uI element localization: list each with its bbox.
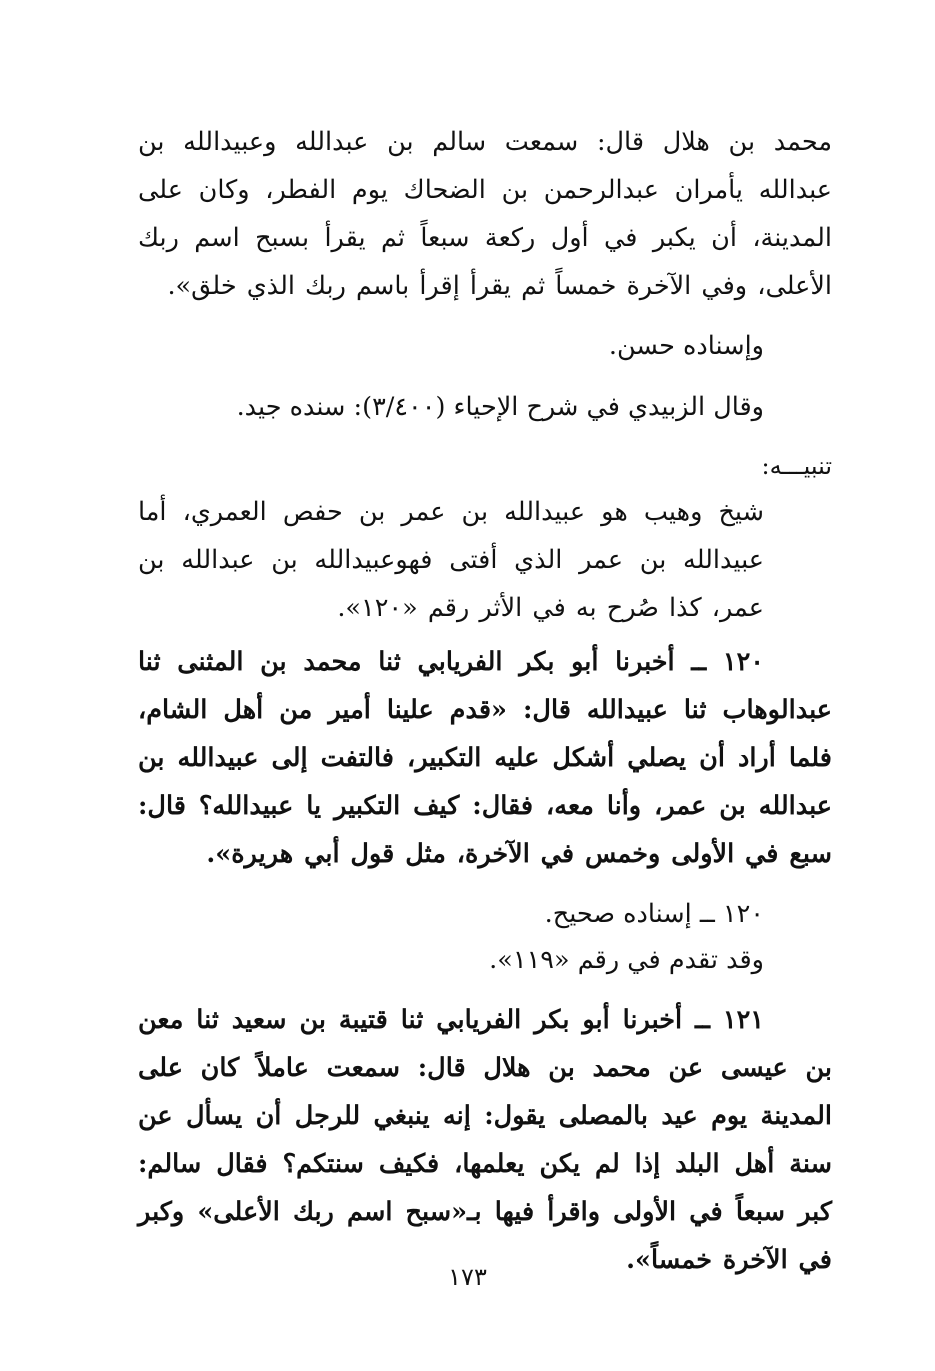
- tanbih-paragraph: شيخ وهيب هو عبيدالله بن عمر بن حفص العمري، أما عبيدالله بن عمر الذي أفتى فهوعبيدالله بن عبدالله بن عمر، كذا صُرح به في الأثر رقم «١٢٠».: [138, 497, 764, 623]
- athar-121: ١٢١ ــ أخبرنا أبو بكر الفريابي ثنا قتيبة بن سعيد ثنا معن بن عيسى عن محمد بن هلال قال: سمعت عاملاً كان على المدينة يوم عيد بالمصلى يقول: إنه ينبغي للرجل أن يسأل عن سنة أهل البلد إذا لم يكن يعلمها، فكيف سنتكم؟ فقال سالم: كبر سبعاً في الأولى واقرأ فيها بـ«سبح اسم ربك الأعلى» وكبر في الآخرة خمساً».: [138, 1005, 832, 1275]
- athar-120-reference: وقد تقدم في رقم «١١٩».: [489, 945, 764, 975]
- paragraph-continuation: محمد بن هلال قال: سمعت سالم بن عبدالله وعبيدالله بن عبدالله يأمران عبدالرحمن بن الضحاك يوم الفطر، وكان على المدينة، أن يكبر في أول ركعة سبعاً ثم يقرأ بسبح اسم ربك الأعلى، وفي الآخرة خمساً ثم يقرأ إقرأ باسم ربك الذي خلق».: [138, 127, 832, 301]
- page-number: ١٧٣: [448, 1263, 487, 1291]
- athar-120-grading: ١٢٠ ــ إسناده صحيح.: [544, 899, 764, 929]
- isnad-note: وإسناده حسن.: [608, 331, 764, 361]
- zabidi-note: وقال الزبيدي في شرح الإحياء (٣/٤٠٠): سنده جيد.: [236, 392, 764, 422]
- section-heading-tanbih: تنبيـــه:: [761, 452, 832, 480]
- athar-120: ١٢٠ ــ أخبرنا أبو بكر الفريابي ثنا محمد بن المثنى ثنا عبدالوهاب ثنا عبيدالله قال: «قدم علينا أمير من أهل الشام، فلما أراد أن يصلي أشكل عليه التكبير، فالتفت إلى عبيدالله بن عبدالله بن عمر، وأنا معه، فقال: كيف التكبير يا عبيدالله؟ قال: سبع في الأولى وخمس في الآخرة، مثل قول أبي هريرة».: [138, 647, 832, 869]
